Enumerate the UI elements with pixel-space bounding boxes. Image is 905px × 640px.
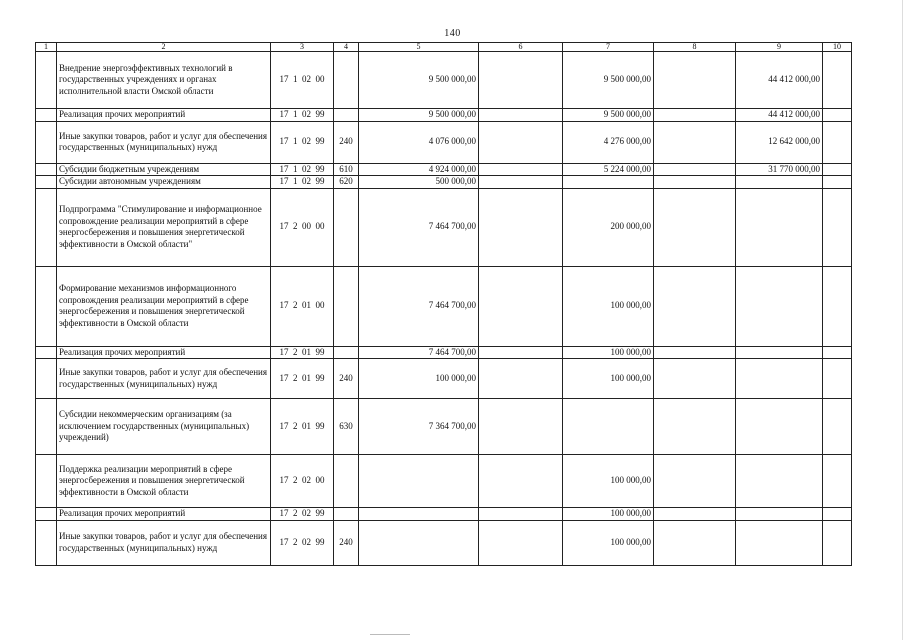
header-cell: 7 [563, 43, 654, 52]
row-amount-6 [479, 455, 563, 508]
row-expense-type [334, 508, 359, 521]
row-amount-10 [823, 346, 852, 359]
row-amount-9 [736, 520, 823, 565]
row-code: 17 2 01 99 [271, 359, 334, 399]
row-code: 17 1 02 99 [271, 176, 334, 189]
row-code: 17 2 02 00 [271, 455, 334, 508]
row-expense-type [334, 346, 359, 359]
row-code: 17 1 02 99 [271, 163, 334, 176]
scan-artifact-line [370, 634, 410, 635]
row-amount-10 [823, 520, 852, 565]
row-name: Иные закупки товаров, работ и услуг для обеспечения государственных (муниципальных) нужд [57, 520, 271, 565]
row-amount-9 [736, 346, 823, 359]
row-amount-6 [479, 109, 563, 122]
row-number-cell [36, 121, 57, 163]
header-cell: 9 [736, 43, 823, 52]
row-amount-9 [736, 176, 823, 189]
row-number-cell [36, 176, 57, 189]
row-amount-6 [479, 399, 563, 455]
row-expense-type [334, 455, 359, 508]
row-amount-8 [654, 520, 736, 565]
table-row [36, 359, 852, 399]
row-code: 17 2 02 99 [271, 508, 334, 521]
row-amount-5: 7 364 700,00 [359, 399, 479, 455]
table-row [36, 52, 852, 109]
row-number-cell [36, 520, 57, 565]
row-amount-5: 500 000,00 [359, 176, 479, 189]
row-amount-9: 44 412 000,00 [736, 109, 823, 122]
header-cell: 5 [359, 43, 479, 52]
row-amount-10 [823, 163, 852, 176]
table-row [36, 188, 852, 266]
row-code: 17 2 00 00 [271, 188, 334, 266]
row-number-cell [36, 163, 57, 176]
header-cell: 10 [823, 43, 852, 52]
row-amount-8 [654, 399, 736, 455]
row-amount-8 [654, 508, 736, 521]
header-cell: 6 [479, 43, 563, 52]
row-name: Реализация прочих мероприятий [57, 109, 271, 122]
row-amount-10 [823, 455, 852, 508]
header-row [36, 43, 852, 52]
row-amount-9: 31 770 000,00 [736, 163, 823, 176]
row-amount-9 [736, 188, 823, 266]
row-amount-6 [479, 163, 563, 176]
row-amount-5: 9 500 000,00 [359, 109, 479, 122]
row-expense-type: 240 [334, 121, 359, 163]
header-cell: 1 [36, 43, 57, 52]
row-amount-10 [823, 359, 852, 399]
row-amount-8 [654, 455, 736, 508]
table-row [36, 266, 852, 346]
row-name: Субсидии некоммерческим организациям (за исключением государственных (муниципальных) учреждений) [57, 399, 271, 455]
row-amount-7: 9 500 000,00 [563, 109, 654, 122]
row-amount-10 [823, 399, 852, 455]
row-amount-8 [654, 109, 736, 122]
header-cell: 2 [57, 43, 271, 52]
row-amount-8 [654, 121, 736, 163]
table-row [36, 176, 852, 189]
table-row [36, 346, 852, 359]
row-number-cell [36, 109, 57, 122]
row-code: 17 1 02 99 [271, 121, 334, 163]
row-expense-type: 240 [334, 520, 359, 565]
row-amount-6 [479, 520, 563, 565]
row-expense-type: 620 [334, 176, 359, 189]
row-amount-7: 100 000,00 [563, 508, 654, 521]
row-expense-type [334, 109, 359, 122]
row-amount-7: 4 276 000,00 [563, 121, 654, 163]
header-cell: 3 [271, 43, 334, 52]
row-amount-6 [479, 176, 563, 189]
row-amount-9 [736, 508, 823, 521]
row-amount-7 [563, 176, 654, 189]
budget-table [35, 42, 852, 566]
row-name: Подпрограмма "Стимулирование и информационное сопровождение реализации мероприятий в сфере энергосбережения и повышения энергетической эффективности в Омской области" [57, 188, 271, 266]
table-row [36, 109, 852, 122]
row-amount-10 [823, 508, 852, 521]
row-expense-type: 240 [334, 359, 359, 399]
row-code: 17 2 01 99 [271, 399, 334, 455]
row-amount-9 [736, 399, 823, 455]
row-number-cell [36, 346, 57, 359]
row-amount-6 [479, 52, 563, 109]
row-amount-6 [479, 121, 563, 163]
row-name: Реализация прочих мероприятий [57, 508, 271, 521]
row-name: Внедрение энергоэффективных технологий в государственных учреждениях и органах исполнительной власти Омской области [57, 52, 271, 109]
row-amount-10 [823, 109, 852, 122]
row-name: Иные закупки товаров, работ и услуг для обеспечения государственных (муниципальных) нужд [57, 359, 271, 399]
row-amount-6 [479, 508, 563, 521]
row-amount-5: 4 924 000,00 [359, 163, 479, 176]
row-amount-6 [479, 346, 563, 359]
row-amount-8 [654, 188, 736, 266]
row-amount-9 [736, 359, 823, 399]
header-cell: 8 [654, 43, 736, 52]
row-amount-10 [823, 266, 852, 346]
row-amount-7: 5 224 000,00 [563, 163, 654, 176]
table-row [36, 520, 852, 565]
table-row [36, 121, 852, 163]
row-amount-10 [823, 121, 852, 163]
row-code: 17 2 02 99 [271, 520, 334, 565]
row-amount-7: 200 000,00 [563, 188, 654, 266]
row-amount-7: 100 000,00 [563, 520, 654, 565]
row-amount-5: 9 500 000,00 [359, 52, 479, 109]
row-amount-5: 100 000,00 [359, 359, 479, 399]
row-expense-type: 630 [334, 399, 359, 455]
row-amount-9: 44 412 000,00 [736, 52, 823, 109]
row-code: 17 1 02 00 [271, 52, 334, 109]
row-name: Поддержка реализации мероприятий в сфере энергосбережения и повышения энергетической эффективности в Омской области [57, 455, 271, 508]
row-code: 17 2 01 00 [271, 266, 334, 346]
row-amount-9 [736, 266, 823, 346]
row-amount-9 [736, 455, 823, 508]
row-number-cell [36, 508, 57, 521]
row-number-cell [36, 455, 57, 508]
row-number-cell [36, 52, 57, 109]
row-amount-6 [479, 266, 563, 346]
row-amount-5 [359, 508, 479, 521]
row-number-cell [36, 188, 57, 266]
row-amount-5 [359, 520, 479, 565]
row-amount-7: 100 000,00 [563, 455, 654, 508]
table-row [36, 455, 852, 508]
row-amount-6 [479, 188, 563, 266]
row-amount-5: 4 076 000,00 [359, 121, 479, 163]
row-number-cell [36, 266, 57, 346]
row-name: Реализация прочих мероприятий [57, 346, 271, 359]
row-amount-5: 7 464 700,00 [359, 266, 479, 346]
row-amount-8 [654, 163, 736, 176]
row-expense-type [334, 52, 359, 109]
row-expense-type [334, 266, 359, 346]
row-amount-7: 100 000,00 [563, 359, 654, 399]
row-amount-7: 9 500 000,00 [563, 52, 654, 109]
table-row [36, 508, 852, 521]
page-number: 140 [444, 28, 461, 39]
row-amount-9: 12 642 000,00 [736, 121, 823, 163]
table-row [36, 399, 852, 455]
header-cell: 4 [334, 43, 359, 52]
row-number-cell [36, 399, 57, 455]
row-amount-8 [654, 176, 736, 189]
row-amount-7: 100 000,00 [563, 346, 654, 359]
row-code: 17 2 01 99 [271, 346, 334, 359]
row-expense-type: 610 [334, 163, 359, 176]
table-row [36, 163, 852, 176]
row-amount-5 [359, 455, 479, 508]
row-amount-8 [654, 359, 736, 399]
row-amount-10 [823, 52, 852, 109]
row-amount-8 [654, 266, 736, 346]
row-amount-7: 100 000,00 [563, 266, 654, 346]
row-expense-type [334, 188, 359, 266]
page-edge-line [902, 0, 903, 640]
row-name: Субсидии бюджетным учреждениям [57, 163, 271, 176]
row-amount-10 [823, 176, 852, 189]
row-amount-8 [654, 52, 736, 109]
row-amount-5: 7 464 700,00 [359, 188, 479, 266]
row-amount-10 [823, 188, 852, 266]
row-code: 17 1 02 99 [271, 109, 334, 122]
row-name: Формирование механизмов информационного сопровождения реализации мероприятий в сфере энергосбережения и повышения энергетической эффективности в Омской области [57, 266, 271, 346]
row-name: Субсидии автономным учреждениям [57, 176, 271, 189]
row-amount-6 [479, 359, 563, 399]
row-number-cell [36, 359, 57, 399]
row-name: Иные закупки товаров, работ и услуг для обеспечения государственных (муниципальных) нужд [57, 121, 271, 163]
row-amount-5: 7 464 700,00 [359, 346, 479, 359]
row-amount-7 [563, 399, 654, 455]
row-amount-8 [654, 346, 736, 359]
